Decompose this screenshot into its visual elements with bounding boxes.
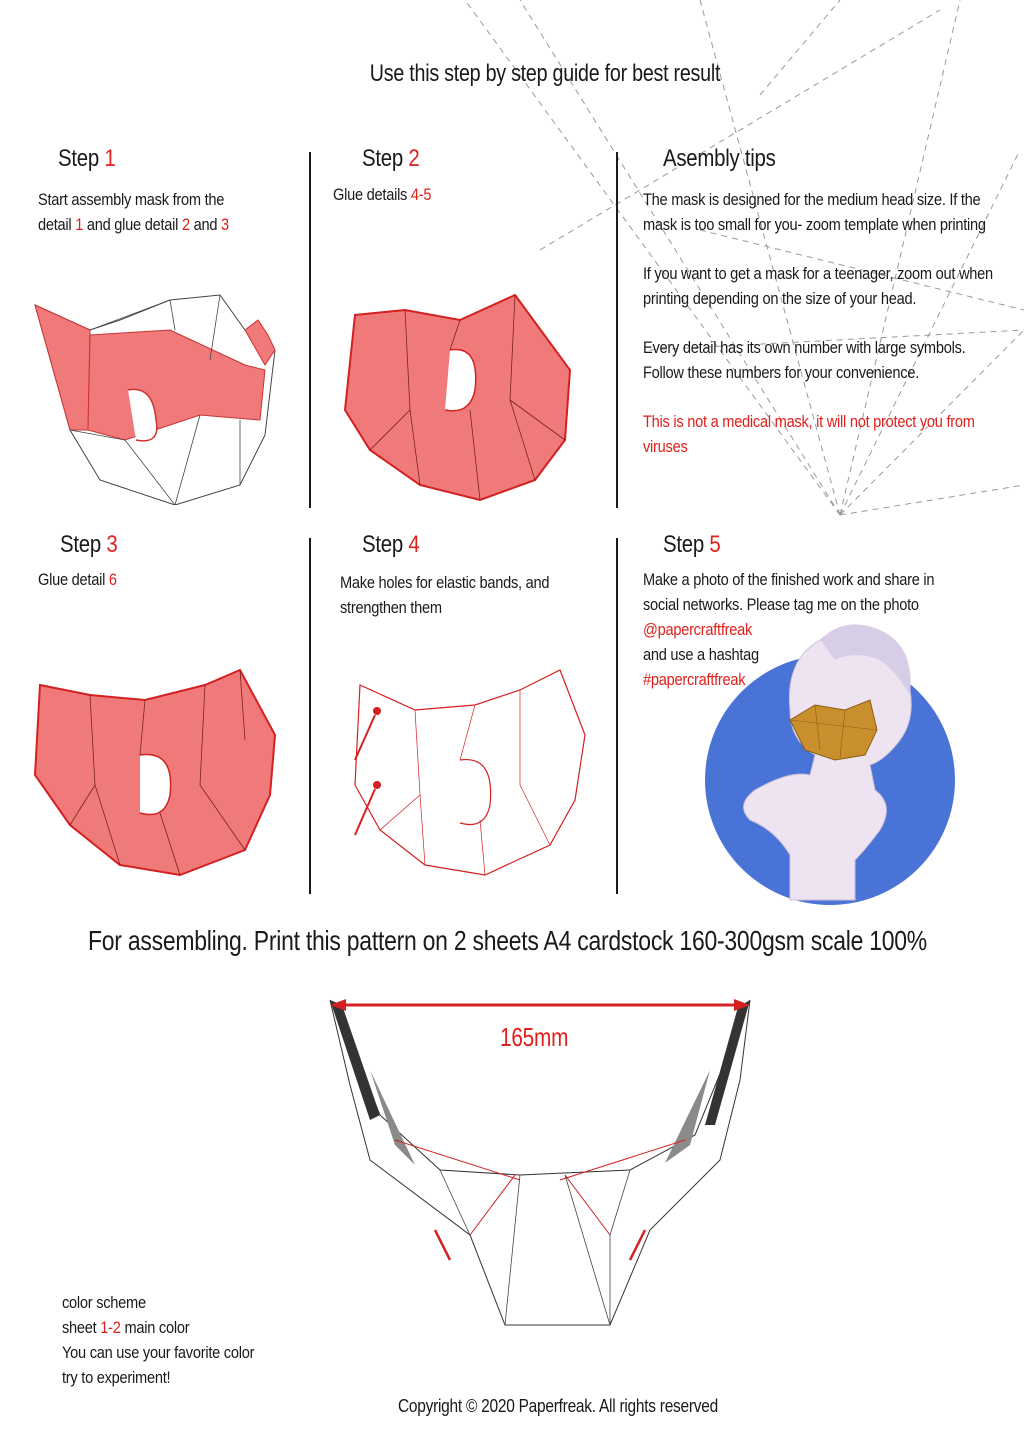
- text: and: [189, 215, 222, 234]
- step-3-mask-illustration: [30, 665, 280, 880]
- text-line: color scheme: [62, 1293, 146, 1312]
- text-line: You can use your favorite color: [62, 1343, 255, 1362]
- divider: [616, 152, 618, 508]
- warning-line: viruses: [643, 437, 688, 456]
- text: Glue details: [333, 185, 411, 204]
- text: detail: [38, 215, 76, 234]
- text-line: Make holes for elastic bands, and: [340, 573, 550, 592]
- step-number: 5: [709, 531, 721, 558]
- text-line: Start assembly mask from the: [38, 190, 225, 209]
- text-line: Make a photo of the finished work and share in: [643, 570, 935, 589]
- step-4-text: [340, 570, 581, 620]
- detail-number: 2: [181, 215, 190, 234]
- step-3-heading: [60, 531, 117, 559]
- step-label: Step: [60, 531, 107, 558]
- step-label: Step: [362, 145, 409, 172]
- sheet-number: 1-2: [100, 1318, 121, 1337]
- copyright: Copyright © 2020 Paperfreak. All rights reserved: [398, 1396, 718, 1416]
- step-number: 3: [106, 531, 118, 558]
- step-5-text: [643, 567, 970, 692]
- text-line: If you want to get a mask for a teenager, zoom out when: [643, 264, 993, 283]
- instagram-handle-link[interactable]: @papercraftfreak: [643, 620, 753, 639]
- divider: [309, 538, 311, 894]
- step-2-mask-illustration: [340, 290, 580, 505]
- text-line: mask is too small for you- zoom template when printing: [643, 215, 986, 234]
- text-line: social networks. Please tag me on the photo: [643, 595, 919, 614]
- text: main color: [120, 1318, 190, 1337]
- text-line: strengthen them: [340, 598, 442, 617]
- hashtag-link[interactable]: #papercraftfreak: [643, 670, 746, 689]
- dimension-label: 165mm: [500, 1022, 569, 1052]
- text-line: Follow these numbers for your convenience.: [643, 363, 920, 382]
- detail-number: 3: [221, 215, 229, 234]
- step-4-heading: [362, 531, 419, 559]
- detail-number: 4-5: [410, 185, 432, 204]
- text-line: The mask is designed for the medium head size. If the: [643, 190, 981, 209]
- text-line: and use a hashtag: [643, 645, 759, 664]
- step-2-heading: [362, 145, 419, 173]
- tips-heading: Asembly tips: [663, 145, 776, 172]
- hole-marker: [373, 781, 381, 789]
- warning-line: This is not a medical mask, it will not protect you from: [643, 412, 975, 431]
- step-1-text: [38, 187, 296, 237]
- detail-number: 6: [108, 570, 117, 589]
- detail-number: 1: [75, 215, 84, 234]
- step-2-text: [333, 182, 557, 207]
- text-line: [38, 212, 296, 237]
- hole-marker: [373, 707, 381, 715]
- text: Glue detail: [38, 570, 109, 589]
- tips-text: [643, 187, 1004, 459]
- step-1-mask-illustration: [30, 290, 280, 505]
- step-number: 4: [408, 531, 420, 558]
- text-line: Every detail has its own number with large symbols.: [643, 338, 966, 357]
- print-instructions: For assembling. Print this pattern on 2 sheets A4 cardstock 160-300gsm scale 100%: [88, 925, 927, 956]
- text-line: printing depending on the size of your head.: [643, 289, 917, 308]
- step-label: Step: [58, 145, 105, 172]
- step-1-heading: [58, 145, 115, 173]
- text: and glue detail: [83, 215, 182, 234]
- divider: [309, 152, 311, 508]
- step-label: Step: [663, 531, 710, 558]
- step-5-heading: [663, 531, 720, 559]
- page-title: Use this step by step guide for best result: [369, 60, 721, 87]
- step-number: 2: [408, 145, 420, 172]
- text-line: [62, 1315, 320, 1340]
- step-4-mask-illustration: [345, 665, 595, 880]
- color-scheme-note: [62, 1290, 320, 1390]
- step-label: Step: [362, 531, 409, 558]
- step-3-text: [38, 567, 262, 592]
- step-number: 1: [104, 145, 116, 172]
- divider: [616, 538, 618, 894]
- text: sheet: [62, 1318, 101, 1337]
- text-line: try to experiment!: [62, 1368, 171, 1387]
